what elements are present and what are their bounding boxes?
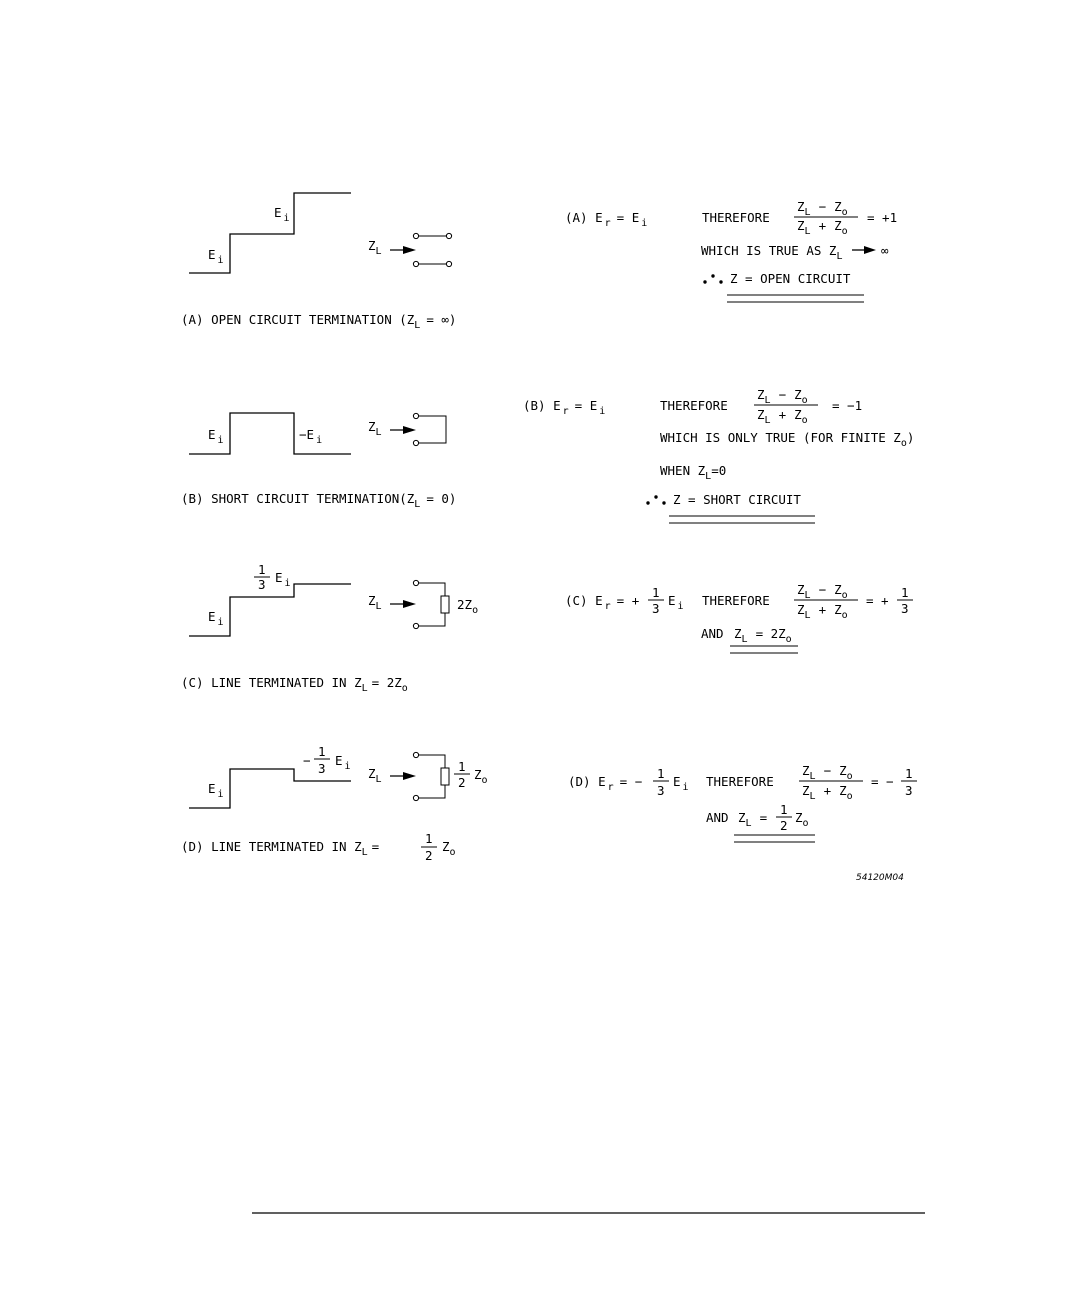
panel-c-numerator: $Z_L - Z_o$	[797, 582, 848, 601]
panel-d-and: AND	[706, 810, 729, 825]
panel-c-arrowhead	[403, 600, 416, 608]
panel-a-caption: (A) OPEN CIRCUIT TERMINATION ($Z_L$ = ∞)	[181, 312, 457, 331]
panel-d-and-num: 1	[780, 802, 788, 817]
panel-b-terminal	[413, 413, 418, 418]
panel-a-equation-label: (A) E $_r$ = E $_i$	[565, 210, 648, 229]
therefore-icon	[646, 495, 665, 504]
panel-d-caption-num: 1	[425, 831, 433, 846]
panel-c-result-den: 3	[901, 601, 909, 616]
panel-b-denominator: $Z_L + Z_o$	[757, 407, 808, 426]
panel-d-and-zo: $Z_o$	[795, 810, 809, 829]
panel-c-ei: E $_i$	[208, 609, 224, 628]
panel-a-ei-high: E $_i$	[274, 205, 290, 224]
panel-d-load-num: 1	[458, 759, 466, 774]
panel-b-short-wire	[419, 416, 446, 443]
panel-d-result-den: 3	[905, 783, 913, 798]
panel-d-result-sign: = −	[871, 774, 894, 789]
panel-d-fraction	[799, 763, 863, 802]
therefore-icon	[703, 274, 722, 283]
panel-a	[181, 193, 897, 331]
panel-d-terminal	[413, 795, 418, 800]
panel-c-and-value: $Z_L = 2Z_o$	[734, 626, 792, 645]
panel-d-wire	[419, 785, 445, 798]
panel-d-wire	[419, 755, 445, 768]
panel-a-therefore: THEREFORE	[702, 210, 770, 225]
panel-b-fraction	[754, 387, 818, 426]
panel-d-neg-sign: −	[303, 753, 311, 768]
panel-a-ei-low: E $_i$	[208, 247, 224, 266]
panel-a-terminal	[413, 233, 418, 238]
panel-b	[181, 387, 914, 523]
panel-a-infinity-arrowhead	[864, 246, 876, 254]
panel-a-result: = +1	[867, 210, 898, 225]
panel-a-denominator: $Z_L + Z_o$	[797, 218, 848, 237]
panel-d-third-num: 1	[318, 744, 326, 759]
panel-d-denominator: $Z_L + Z_o$	[802, 783, 853, 802]
panel-c-coef-den: 3	[652, 601, 660, 616]
panel-b-arrowhead	[403, 426, 416, 434]
panel-a-conclusion: Z = OPEN CIRCUIT	[730, 271, 851, 286]
panel-b-line3: WHEN $Z_L=0$	[660, 463, 727, 482]
panel-c-wire	[419, 583, 445, 596]
panel-c-result-num: 1	[901, 585, 909, 600]
panel-c-terminal	[413, 580, 418, 585]
panel-c-caption: (C) LINE TERMINATED IN $Z_L = 2Z_o$	[181, 675, 408, 694]
panel-d-coef-den: 3	[657, 783, 665, 798]
panel-a-infinity: ∞	[881, 243, 889, 258]
panel-c-third-num: 1	[258, 562, 266, 577]
panel-b-equation-label: (B) E $_r$ = E $_i$	[523, 398, 606, 417]
panel-c-result-sign: = +	[866, 593, 889, 608]
panel-d-coef-num: 1	[657, 766, 665, 781]
panel-d-third-den: 3	[318, 761, 326, 776]
panel-d-caption: (D) LINE TERMINATED IN $Z_L$ =	[181, 839, 380, 858]
panel-d-result-num: 1	[905, 766, 913, 781]
panel-c-wire	[419, 613, 445, 626]
panel-c	[181, 562, 913, 694]
panel-a-zl-label: $Z_L$	[368, 238, 382, 257]
panel-d-therefore: THEREFORE	[706, 774, 774, 789]
panel-b-conclusion: Z = SHORT CIRCUIT	[673, 492, 801, 507]
figure-code: 54120M04	[856, 873, 904, 883]
panel-a-terminal	[446, 233, 451, 238]
panel-d-and-value: $Z_L$ =	[738, 810, 768, 829]
panel-c-zl-label: $Z_L$	[368, 593, 382, 612]
panel-b-line2: WHICH IS ONLY TRUE (FOR FINITE $Z_o$)	[660, 430, 915, 449]
panel-d-caption-zo: $Z_o$	[442, 839, 456, 858]
panel-d-resistor-icon	[441, 768, 449, 785]
panel-c-fraction	[794, 582, 858, 621]
panel-a-numerator: $Z_L - Z_o$	[797, 199, 848, 218]
panel-c-resistor-icon	[441, 596, 449, 613]
panel-c-coef-ei: E $_i$	[668, 593, 684, 612]
panel-d-numerator: $Z_L - Z_o$	[802, 763, 853, 782]
panel-a-terminal	[413, 261, 418, 266]
panel-d-equation-label: (D) E $_r$ = −	[568, 774, 643, 793]
panel-c-third-den: 3	[258, 577, 266, 592]
panel-d-and-den: 2	[780, 818, 788, 833]
panel-d-terminal	[413, 752, 418, 757]
panel-c-coef-num: 1	[652, 585, 660, 600]
panel-c-and: AND	[701, 626, 724, 641]
panel-b-zl-label: $Z_L$	[368, 419, 382, 438]
panel-d-load-zo: $Z_o$	[474, 767, 488, 786]
panel-c-therefore: THEREFORE	[702, 593, 770, 608]
panel-d-ei: E $_i$	[208, 781, 224, 800]
panel-a-arrowhead	[403, 246, 416, 254]
panel-b-ei: E $_i$	[208, 427, 224, 446]
panel-a-fraction	[794, 199, 858, 237]
panel-d-caption-den: 2	[425, 848, 433, 863]
panel-c-terminal	[413, 623, 418, 628]
panel-b-caption: (B) SHORT CIRCUIT $TERMINATION(Z_L = 0)$	[181, 491, 457, 510]
panel-c-third-ei: E $_i$	[275, 570, 291, 589]
panel-d-coef-ei: E $_i$	[673, 774, 689, 793]
panel-b-result: = −1	[832, 398, 863, 413]
panel-d	[181, 744, 917, 863]
panel-d-arrowhead	[403, 772, 416, 780]
panel-a-terminal	[446, 261, 451, 266]
panel-b-neg-ei: −E $_i$	[299, 427, 323, 446]
panel-a-line2: WHICH IS TRUE AS $Z_L$	[701, 243, 843, 262]
panel-c-load-label: $2Z_o$	[457, 597, 479, 616]
panel-b-terminal	[413, 440, 418, 445]
panel-b-numerator: $Z_L - Z_o$	[757, 387, 808, 406]
panel-d-third-ei: E $_i$	[335, 753, 351, 772]
panel-b-therefore: THEREFORE	[660, 398, 728, 413]
panel-d-load-den: 2	[458, 775, 466, 790]
panel-c-equation-label: (C) E $_r$ = +	[565, 593, 640, 612]
panel-d-zl-label: $Z_L$	[368, 766, 382, 785]
panel-c-denominator: $Z_L + Z_o$	[797, 602, 848, 621]
